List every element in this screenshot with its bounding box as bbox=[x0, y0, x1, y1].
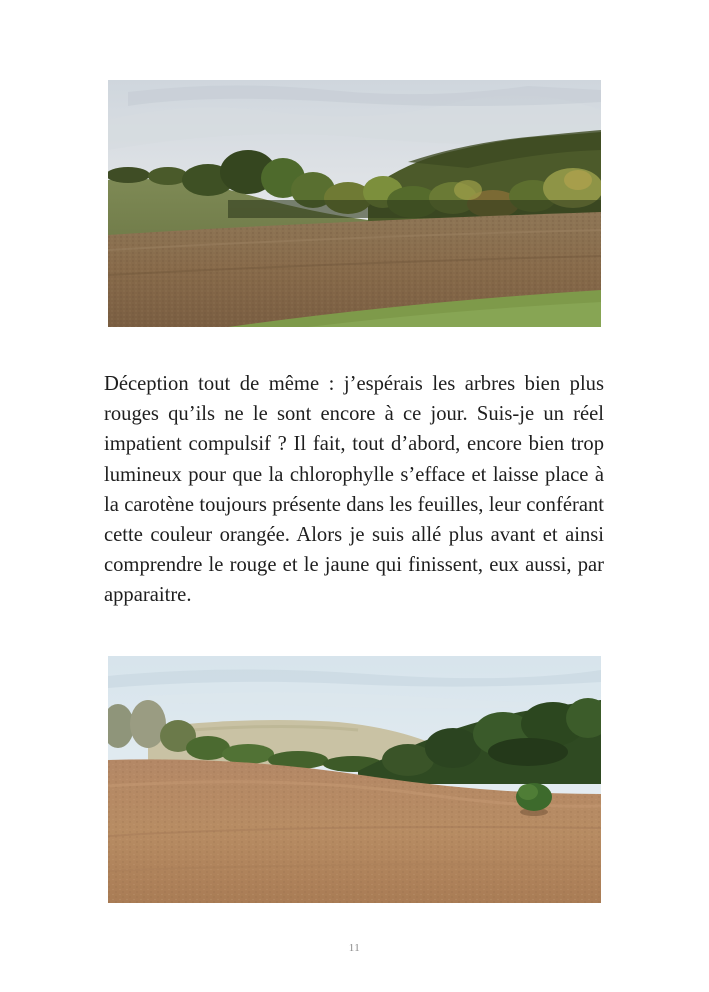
landscape-image bbox=[108, 656, 601, 903]
landscape-image bbox=[108, 80, 601, 327]
body-paragraph: Déception tout de même : j’espérais les arbres bien plus rouges qu’ils ne le sont encore à ce jour. Suis-je un réel impatient compulsif ? Il fait, tout d’abord, encore bien trop lumineux pour que la chlorophylle s’efface et laisse place à la carotène toujours présente dans les feuilles, leur conférant cette couleur orangée. Alors je suis allé plus avant et ainsi comprendre le rouge et le jaune qui finissent, eux aussi, par apparaitre. bbox=[104, 373, 604, 607]
photo-plowed-field-lone-tree bbox=[108, 656, 601, 903]
lone-tree bbox=[516, 783, 552, 816]
photo-autumn-field-wooded-hill bbox=[108, 80, 601, 327]
page-number: 11 bbox=[348, 942, 361, 954]
